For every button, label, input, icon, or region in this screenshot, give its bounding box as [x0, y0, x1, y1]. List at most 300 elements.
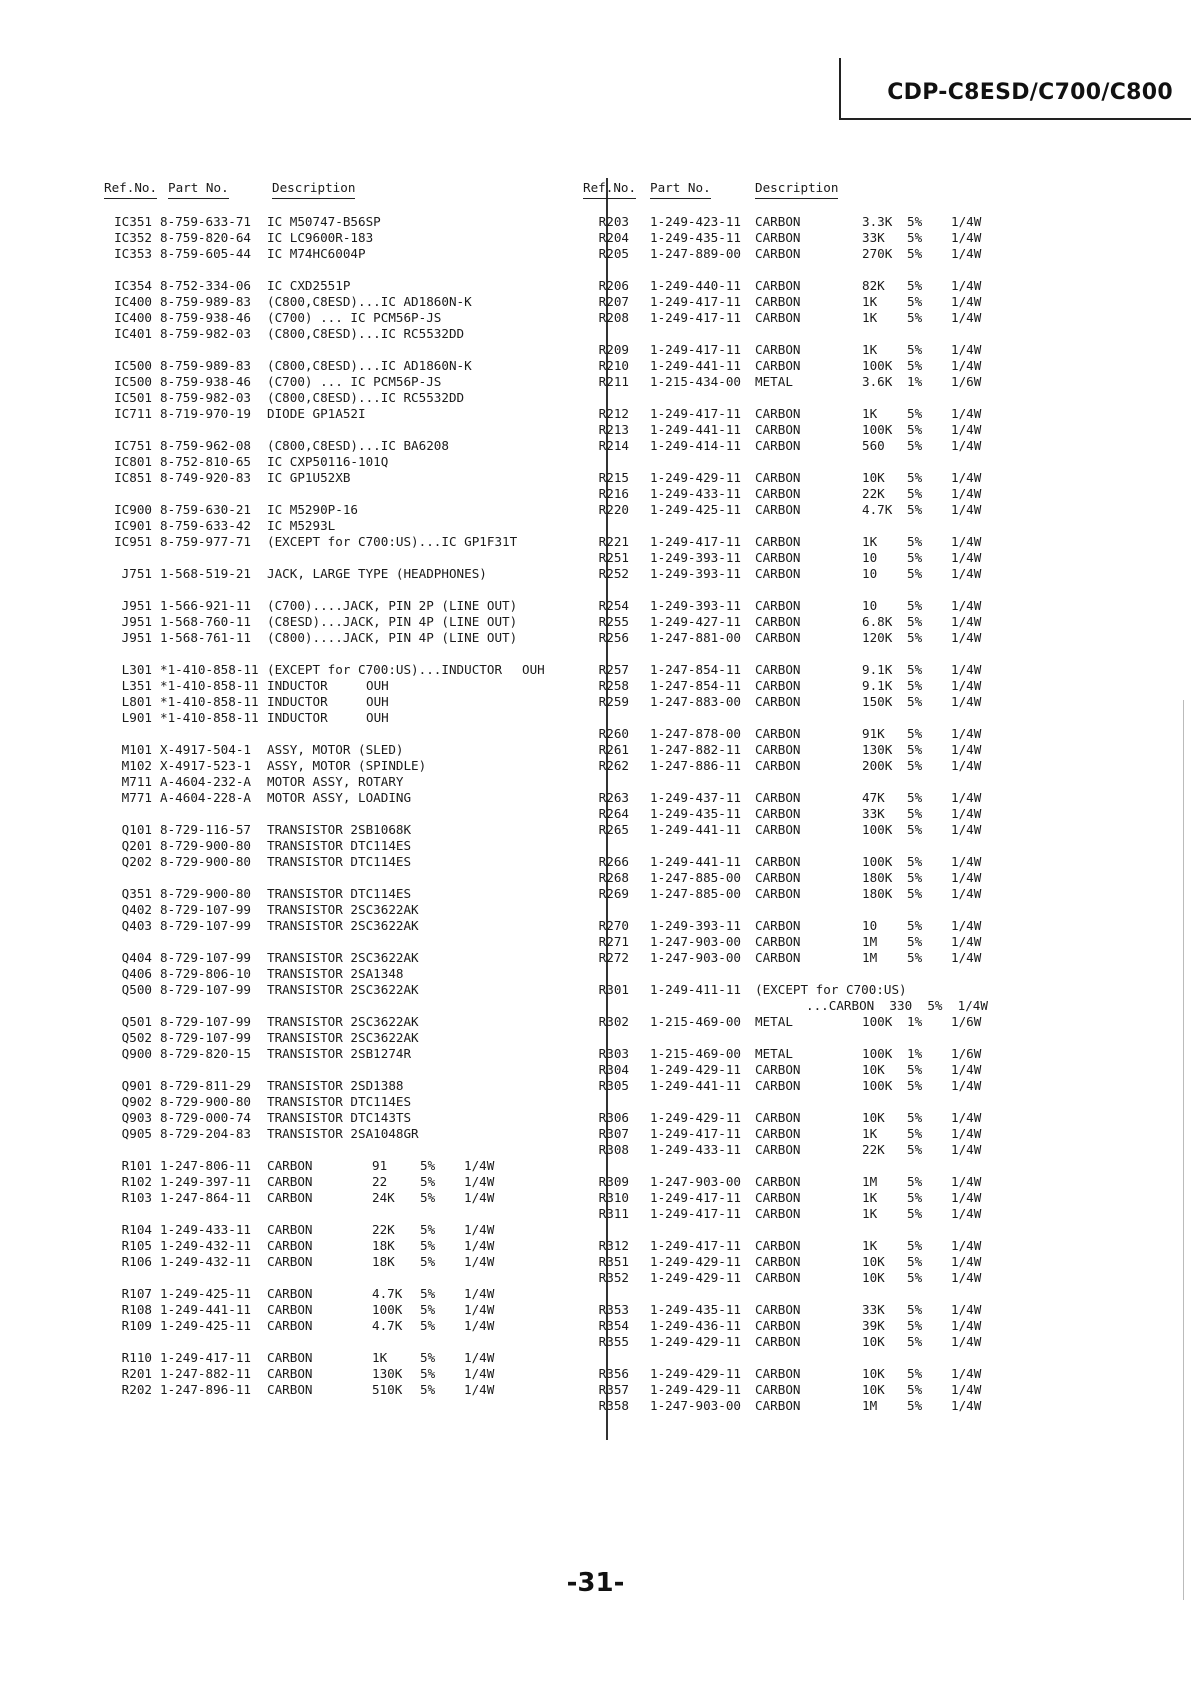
wattage: 1/6W — [951, 1046, 982, 1061]
tolerance: 5% — [907, 294, 923, 309]
description: (C700) ... IC PCM56P-JS — [267, 374, 442, 389]
ref-no: IC500 — [114, 374, 152, 389]
part-no: 1-247-882-11 — [160, 1366, 251, 1381]
wattage: 1/4W — [951, 726, 982, 741]
parts-group — [104, 502, 599, 550]
part-no: 1-249-423-11 — [650, 214, 741, 229]
description: CARBON — [755, 342, 801, 357]
ref-no: Q101 — [121, 822, 152, 837]
part-no: 1-249-414-11 — [650, 438, 741, 453]
part-no: 1-249-417-11 — [160, 1350, 251, 1365]
table-row — [104, 1350, 599, 1366]
wattage: 1/4W — [951, 854, 982, 869]
ref-no: R263 — [598, 790, 629, 805]
part-no: 1-247-903-00 — [650, 1398, 741, 1413]
description: CARBON — [755, 598, 801, 613]
wattage: 1/4W — [951, 550, 982, 565]
part-no: X-4917-504-1 — [160, 742, 251, 757]
value: 10K — [862, 1334, 885, 1349]
table-row — [104, 966, 599, 982]
table-row — [598, 1110, 1069, 1126]
table-row — [104, 1174, 599, 1190]
wattage: 1/4W — [951, 630, 982, 645]
part-no: 1-247-878-00 — [650, 726, 741, 741]
table-row — [104, 566, 599, 582]
description: IC M74HC6004P — [267, 246, 366, 261]
part-no: 1-249-411-11 — [650, 982, 741, 997]
part-no: 8-759-989-83 — [160, 294, 251, 309]
wattage: 1/4W — [464, 1366, 495, 1381]
description: IC GP1U52XB — [267, 470, 351, 485]
table-row — [104, 406, 599, 422]
ref-no: R104 — [121, 1222, 152, 1237]
description: CARBON — [755, 1334, 801, 1349]
tolerance: 5% — [907, 726, 923, 741]
ref-no: Q502 — [121, 1030, 152, 1045]
wattage: 1/4W — [951, 1062, 982, 1077]
part-no: 1-249-397-11 — [160, 1174, 251, 1189]
table-row — [598, 1014, 1069, 1030]
part-no: 1-249-429-11 — [650, 1110, 741, 1125]
description: (EXCEPT for C700:US) — [755, 982, 907, 997]
description: CARBON — [267, 1254, 313, 1269]
parts-group — [104, 1222, 599, 1270]
table-row — [598, 310, 1069, 326]
description: (C800,C8ESD)...IC RC5532DD — [267, 326, 465, 341]
part-no: 8-752-810-65 — [160, 454, 251, 469]
table-row — [104, 518, 599, 534]
table-row — [104, 1254, 599, 1270]
part-no: 1-249-436-11 — [650, 1318, 741, 1333]
description: MOTOR ASSY, ROTARY — [267, 774, 404, 789]
table-row — [598, 278, 1069, 294]
value: 10 — [862, 550, 878, 565]
part-no: 1-249-441-11 — [160, 1302, 251, 1317]
value: 22 — [372, 1174, 388, 1189]
ref-no: R202 — [121, 1382, 152, 1397]
part-no: 1-249-441-11 — [650, 822, 741, 837]
value: 4.7K — [372, 1286, 403, 1301]
description: CARBON — [755, 230, 801, 245]
table-row — [104, 1286, 599, 1302]
wattage: 1/4W — [951, 1078, 982, 1093]
description: CARBON — [755, 1206, 801, 1221]
wattage: 1/4W — [951, 278, 982, 293]
table-row — [598, 1270, 1069, 1286]
wattage: 1/4W — [951, 1382, 982, 1397]
table-row — [598, 470, 1069, 486]
value: 200K — [862, 758, 893, 773]
description: CARBON — [755, 1126, 801, 1141]
tolerance: 5% — [907, 1078, 923, 1093]
description: TRANSISTOR DTC114ES — [267, 886, 412, 901]
ref-no: IC351 — [114, 214, 152, 229]
parts-group — [104, 950, 599, 998]
parts-group — [104, 662, 599, 726]
description: CARBON — [755, 758, 801, 773]
ref-no: R201 — [121, 1366, 152, 1381]
ref-no: R301 — [598, 982, 629, 997]
description: (C800,C8ESD)...IC RC5532DD — [267, 390, 465, 405]
table-row — [598, 598, 1069, 614]
header-ref: Ref.No. — [583, 180, 636, 199]
ref-no: R254 — [598, 598, 629, 613]
description: CARBON — [755, 534, 801, 549]
part-no: 1-247-886-11 — [650, 758, 741, 773]
ref-no: R353 — [598, 1302, 629, 1317]
value: 180K — [862, 870, 893, 885]
table-row — [104, 950, 599, 966]
description: CARBON — [755, 1238, 801, 1253]
wattage: 1/4W — [464, 1254, 495, 1269]
table-row — [104, 838, 599, 854]
table-row — [598, 1366, 1069, 1382]
description: CARBON — [755, 406, 801, 421]
part-no: 1-249-432-11 — [160, 1254, 251, 1269]
ref-no: IC401 — [114, 326, 152, 341]
parts-group — [598, 1110, 1069, 1158]
wattage: 1/4W — [951, 1206, 982, 1221]
tolerance: 5% — [907, 1110, 923, 1125]
parts-group — [598, 662, 1069, 710]
wattage: 1/4W — [951, 1302, 982, 1317]
value: 47K — [862, 790, 885, 805]
description: (C800,C8ESD)...IC AD1860N-K — [267, 358, 472, 373]
table-row — [104, 1190, 599, 1206]
table-row — [104, 1366, 599, 1382]
tolerance: 5% — [420, 1318, 436, 1333]
part-no: 1-249-417-11 — [650, 1238, 741, 1253]
parts-group — [104, 1286, 599, 1334]
parts-group — [104, 358, 599, 422]
ref-no: IC711 — [114, 406, 152, 421]
ref-no: IC400 — [114, 310, 152, 325]
ref-no: IC751 — [114, 438, 152, 453]
ref-no: Q402 — [121, 902, 152, 917]
ref-no: Q905 — [121, 1126, 152, 1141]
table-row — [598, 742, 1069, 758]
wattage: 1/4W — [464, 1158, 495, 1173]
value: 24K — [372, 1190, 395, 1205]
description: CARBON — [267, 1174, 313, 1189]
part-no: A-4604-232-A — [160, 774, 251, 789]
value: 100K — [862, 1014, 893, 1029]
ref-no: Q403 — [121, 918, 152, 933]
value: 9.1K — [862, 678, 893, 693]
part-no: 1-247-883-00 — [650, 694, 741, 709]
wattage: 1/4W — [951, 310, 982, 325]
value: 10K — [862, 1062, 885, 1077]
ref-no: R264 — [598, 806, 629, 821]
part-no: 1-249-417-11 — [650, 534, 741, 549]
tolerance: 5% — [907, 502, 923, 517]
description: ASSY, MOTOR (SPINDLE) — [267, 758, 427, 773]
tolerance: 5% — [907, 1398, 923, 1413]
parts-group — [598, 790, 1069, 838]
part-no: 8-759-820-64 — [160, 230, 251, 245]
part-no: 1-249-429-11 — [650, 1270, 741, 1285]
ref-no: R312 — [598, 1238, 629, 1253]
table-row — [598, 1142, 1069, 1158]
description: CARBON — [755, 470, 801, 485]
value: 10K — [862, 1366, 885, 1381]
table-row — [598, 1238, 1069, 1254]
table-row — [104, 534, 599, 550]
ref-no: R221 — [598, 534, 629, 549]
tolerance: 5% — [907, 854, 923, 869]
tolerance: 5% — [907, 566, 923, 581]
wattage: 1/4W — [951, 934, 982, 949]
description: TRANSISTOR DTC114ES — [267, 854, 412, 869]
tolerance: 5% — [907, 1174, 923, 1189]
description: MOTOR ASSY, LOADING — [267, 790, 412, 805]
part-no: 1-249-432-11 — [160, 1238, 251, 1253]
ref-no: J951 — [121, 614, 152, 629]
wattage: 1/4W — [951, 342, 982, 357]
wattage: 1/4W — [464, 1286, 495, 1301]
ref-no: J951 — [121, 630, 152, 645]
part-no: 1-215-469-00 — [650, 1014, 741, 1029]
tolerance: 5% — [907, 630, 923, 645]
tolerance: 5% — [420, 1158, 436, 1173]
value: 1K — [862, 1190, 878, 1205]
table-row — [598, 630, 1069, 646]
tolerance: 5% — [907, 822, 923, 837]
table-row — [104, 310, 599, 326]
table-row — [598, 566, 1069, 582]
parts-group — [104, 1350, 599, 1398]
wattage: 1/4W — [951, 246, 982, 261]
part-no: 1-249-393-11 — [650, 918, 741, 933]
parts-group — [104, 742, 599, 806]
description: INDUCTOR — [267, 694, 328, 709]
value: 22K — [862, 1142, 885, 1157]
tolerance: 1% — [907, 1014, 923, 1029]
part-no: 1-247-881-00 — [650, 630, 741, 645]
description: CARBON — [755, 854, 801, 869]
value: 10 — [862, 918, 878, 933]
wattage: 1/4W — [951, 230, 982, 245]
value: 10 — [862, 566, 878, 581]
part-no: 8-729-107-99 — [160, 950, 251, 965]
tolerance: 5% — [907, 598, 923, 613]
part-no: 8-759-938-46 — [160, 310, 251, 325]
ref-no: Q901 — [121, 1078, 152, 1093]
tolerance: 5% — [907, 934, 923, 949]
table-row — [104, 1030, 599, 1046]
tolerance: 5% — [420, 1254, 436, 1269]
part-no: 1-249-433-11 — [650, 486, 741, 501]
table-row — [104, 902, 599, 918]
description: TRANSISTOR 2SC3622AK — [267, 902, 419, 917]
tolerance: 5% — [907, 230, 923, 245]
ref-no: R105 — [121, 1238, 152, 1253]
ref-no: R309 — [598, 1174, 629, 1189]
ref-no: R257 — [598, 662, 629, 677]
description: TRANSISTOR DTC143TS — [267, 1110, 412, 1125]
ref-no: Q902 — [121, 1094, 152, 1109]
ref-no: R266 — [598, 854, 629, 869]
ref-no: IC900 — [114, 502, 152, 517]
table-row — [104, 1126, 599, 1142]
table-row — [598, 550, 1069, 566]
table-row — [598, 1334, 1069, 1350]
wattage: 1/4W — [951, 1254, 982, 1269]
part-no: 1-249-393-11 — [650, 566, 741, 581]
value: 91 — [372, 1158, 388, 1173]
value: 150K — [862, 694, 893, 709]
description: CARBON — [755, 246, 801, 261]
part-no: 8-729-820-15 — [160, 1046, 251, 1061]
ref-no: R305 — [598, 1078, 629, 1093]
tolerance: 5% — [907, 1366, 923, 1381]
part-no: 8-759-977-71 — [160, 534, 251, 549]
ref-no: Q406 — [121, 966, 152, 981]
ref-no: R220 — [598, 502, 629, 517]
table-row — [598, 822, 1069, 838]
value: 1K — [862, 406, 878, 421]
table-row — [104, 454, 599, 470]
part-no: A-4604-228-A — [160, 790, 251, 805]
ref-no: J951 — [121, 598, 152, 613]
tolerance: 5% — [907, 406, 923, 421]
tolerance: 5% — [420, 1222, 436, 1237]
part-no: 1-249-441-11 — [650, 1078, 741, 1093]
table-row — [598, 694, 1069, 710]
description: CARBON — [755, 886, 801, 901]
column-header — [104, 180, 599, 200]
value: 10K — [862, 1110, 885, 1125]
description: CARBON — [755, 566, 801, 581]
value: 9.1K — [862, 662, 893, 677]
table-row — [598, 758, 1069, 774]
part-no: 1-247-903-00 — [650, 950, 741, 965]
part-no: 8-759-938-46 — [160, 374, 251, 389]
part-no: 1-247-885-00 — [650, 870, 741, 885]
wattage: 1/4W — [951, 614, 982, 629]
value: OUH — [366, 710, 389, 725]
table-row — [104, 390, 599, 406]
value: 18K — [372, 1254, 395, 1269]
value: 10 — [862, 598, 878, 613]
value: 10K — [862, 470, 885, 485]
value: 1M — [862, 1174, 878, 1189]
value: 180K — [862, 886, 893, 901]
wattage: 1/4W — [464, 1174, 495, 1189]
description: CARBON — [267, 1222, 313, 1237]
table-row — [598, 342, 1069, 358]
tolerance: 5% — [907, 1126, 923, 1141]
ref-no: IC353 — [114, 246, 152, 261]
part-no: 8-729-900-80 — [160, 1094, 251, 1109]
value: 10K — [862, 1254, 885, 1269]
row-continuation: ...CARBON 330 5% 1/4W — [806, 998, 988, 1013]
table-row — [598, 1190, 1069, 1206]
model-title: CDP-C8ESD/C700/C800 — [887, 80, 1173, 105]
description: TRANSISTOR 2SB1068K — [267, 822, 412, 837]
description: JACK, LARGE TYPE (HEADPHONES) — [267, 566, 487, 581]
tolerance: 5% — [907, 438, 923, 453]
part-no: 8-729-806-10 — [160, 966, 251, 981]
parts-group — [104, 1078, 599, 1142]
parts-group — [104, 438, 599, 486]
table-row — [104, 1318, 599, 1334]
part-no: 1-568-519-21 — [160, 566, 251, 581]
table-row — [598, 950, 1069, 966]
table-row — [104, 1158, 599, 1174]
tolerance: 5% — [420, 1366, 436, 1381]
description: CARBON — [755, 950, 801, 965]
table-row — [598, 374, 1069, 390]
part-no: 1-249-425-11 — [160, 1318, 251, 1333]
table-row — [598, 982, 1069, 998]
description: (C700) ... IC PCM56P-JS — [267, 310, 442, 325]
table-row — [598, 1302, 1069, 1318]
description: (C8ESD)...JACK, PIN 4P (LINE OUT) — [267, 614, 518, 629]
part-no: 1-215-469-00 — [650, 1046, 741, 1061]
part-no: *1-410-858-11 — [160, 694, 259, 709]
parts-group — [598, 470, 1069, 518]
description: CARBON — [755, 1318, 801, 1333]
ref-no: R261 — [598, 742, 629, 757]
tolerance: 5% — [907, 790, 923, 805]
part-no: 8-729-107-99 — [160, 982, 251, 997]
ref-no: J751 — [121, 566, 152, 581]
part-no: *1-410-858-11 — [160, 710, 259, 725]
ref-no: L801 — [121, 694, 152, 709]
table-row — [104, 1078, 599, 1094]
description: CARBON — [267, 1302, 313, 1317]
table-row — [598, 246, 1069, 262]
table-row — [619, 998, 1069, 1014]
parts-group — [104, 1014, 599, 1062]
tolerance: 5% — [907, 1190, 923, 1205]
ref-no: IC400 — [114, 294, 152, 309]
description: CARBON — [755, 358, 801, 373]
table-row — [104, 630, 599, 646]
header-desc: Description — [755, 180, 838, 199]
table-row — [104, 1046, 599, 1062]
value: 3.6K — [862, 374, 893, 389]
ref-no: R307 — [598, 1126, 629, 1141]
parts-group — [104, 1158, 599, 1206]
wattage: 1/4W — [464, 1350, 495, 1365]
table-row — [598, 502, 1069, 518]
ref-no: M102 — [121, 758, 152, 773]
table-row — [104, 790, 599, 806]
tolerance: 5% — [907, 1142, 923, 1157]
value: 1K — [862, 1126, 878, 1141]
tolerance: 5% — [907, 614, 923, 629]
value: 1M — [862, 1398, 878, 1413]
part-no: 1-249-440-11 — [650, 278, 741, 293]
parts-group — [598, 342, 1069, 390]
value: 1K — [862, 342, 878, 357]
tolerance: 5% — [907, 678, 923, 693]
table-row — [598, 662, 1069, 678]
wattage: 1/4W — [951, 950, 982, 965]
table-row — [104, 1110, 599, 1126]
part-no: 1-215-434-00 — [650, 374, 741, 389]
value: 91K — [862, 726, 885, 741]
part-no: 1-247-854-11 — [650, 678, 741, 693]
part-no: 1-247-903-00 — [650, 934, 741, 949]
value: 33K — [862, 230, 885, 245]
part-no: 1-249-429-11 — [650, 1334, 741, 1349]
parts-group — [598, 726, 1069, 774]
description: TRANSISTOR 2SA1348 — [267, 966, 404, 981]
description: TRANSISTOR DTC114ES — [267, 838, 412, 853]
